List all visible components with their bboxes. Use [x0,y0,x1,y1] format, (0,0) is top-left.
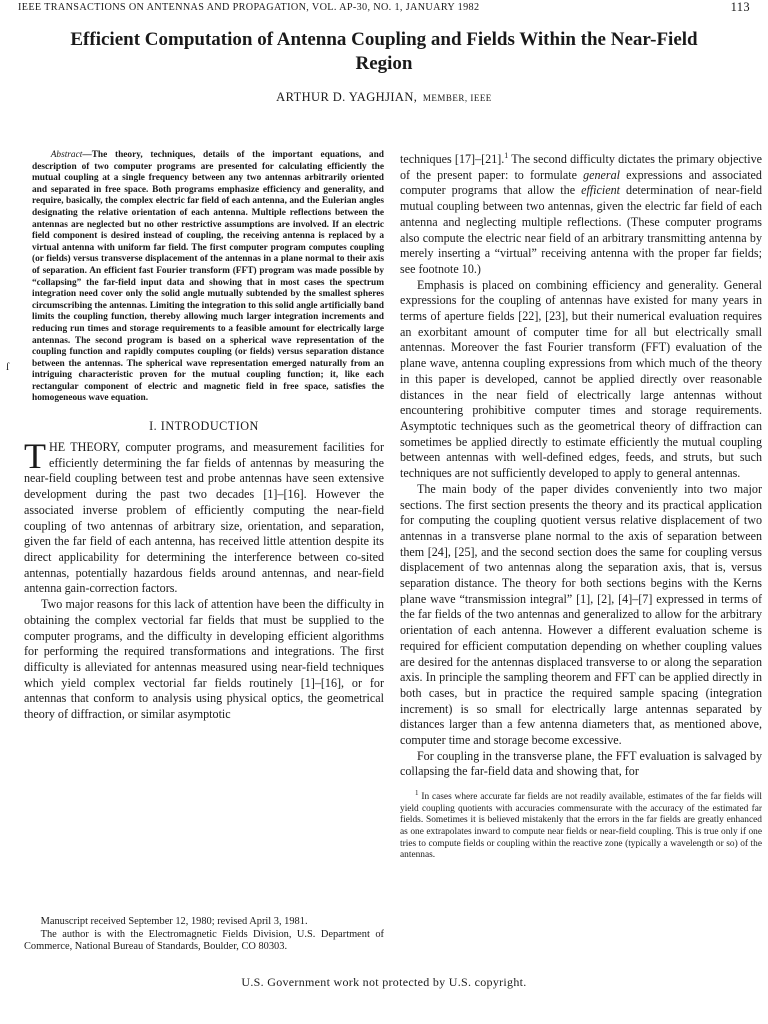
footnote-1 [400,788,762,862]
intro-paragraph-2: Two major reasons for this lack of attention have been the difficulty in obtaining the complex vectorial far fields that must be supplied to the computer programs, and the difficulty in developing efficient algorithms for performing the required transformations and integrations. The first difficulty is alleviated for antennas measured using near-field techniques which yield complex vectorial far fields routinely [1]–[16], or for antennas that conform to analysis using physical optics, the geometrical theory of diffraction, or similar asymptotic [24,597,384,722]
emphasis-general: general [583,167,621,182]
emphasis-efficient: efficient [581,183,621,198]
paper-title: Efficient Computation of Antenna Coupling and Fields Within the Near-Field Region [70,29,698,74]
left-column [24,150,384,723]
copyright-line: U.S. Government work not protected by U.S. copyright. [241,975,527,989]
right-column [400,148,762,871]
abstract-text: —The theory, techniques, details of the important equations, and description of two computer programs are presented for calculating efficiently the mutual coupling at a single frequency between any two antennas arbitrarily oriented and separated in free space. Both programs emphasize efficiency and generality, and require, basically, the complex electric far field of each antenna, and the Eulerian angles designating the relative orientation of each antenna. Multiple reflections between the antennas are neglected but no other restrictive assumptions are involved. If an electric field component is desired instead of coupling, the receiving antenna is replaced by a virtual antenna with uniform far field. The first computer program computes coupling (or fields) versus transverse displacement of the antennas in a plane normal to their axis of separation. An efficient fast Fourier transform (FFT) program was made possible by “collapsing” the far-field input data and showing that in most cases the spectrum integration need cover only the solid angle mutually subtended by the smallest spheres circumscribing the antennas. Limiting the integration to this solid angle artificially band limits the coupling function, thereby allowing much larger integration increments and reducing run times and storage requirements to a feasible amount for electrically large antennas. The second program is based on a spherical wave representation of the coupling function and rapidly computes coupling (or fields) versus separation distance between the antennas. The spherical wave representation emerged naturally from an intriguing characteristic proven for the mutual coupling function; it, like each rectangular component of electric and magnetic field in free space, satisfies the homogeneous wave equation. [32,150,384,404]
drop-cap: T [24,436,46,477]
right-p1-c: expressions and associated computer programs that allow the [400,167,762,198]
manuscript-note [24,916,384,954]
footnote-mark: 1 [415,789,419,798]
abstract-label: Abstract [50,150,83,160]
author-membership: MEMBER, IEEE [422,93,492,103]
right-paragraph-2: Emphasis is placed on combining efficiency and generality. General expressions for the coupling of antennas have existed for many years in terms of aperture fields [22], [23], but their numerical evaluation requires an exorbitant amount of computer time for all but electrically small antennas. Moreover the fast Fourier transform (FFT) evaluation of the plane wave, antenna coupling expressions from which much of the theory in this paper is developed, cannot be applied directly over reasonable distances in the near field of electrically large antennas without encountering prohibitive computer times and storage requirements. Asymptotic techniques such as the geometrical theory of diffraction can sometimes be applied directly to estimate efficiently the mutual coupling between antennas with well-defined edges, feeds, and struts, but such techniques are not sufficiently developed to apply to general antennas. [400,277,762,481]
page-number: 113 [730,0,750,14]
right-p1-d: determination of near-field mutual coupling between two antennas, given the electric far field of each antenna and neglecting multiple reflections. (These computer programs also compute the electric near field of an arbitrary transmitting antenna by merely inserting a “virtual” receiving antenna with the proper far fields; see footnote 10.) [400,183,762,276]
margin-mark: ſ [6,361,10,373]
running-header [18,0,750,16]
author-name: ARTHUR D. YAGHJIAN, [276,90,418,104]
section-heading-introduction: I. INTRODUCTION [149,419,259,434]
footnote-ref: 1 [504,151,509,160]
manuscript-received: Manuscript received September 12, 1980; revised April 3, 1981. [40,916,308,927]
author-line [0,90,768,105]
intro-paragraph-1-text: HE THEORY, computer programs, and measurement facilities for efficiently determining the far fields of antennas by measuring the near-field coupling between test and probe antennas have seen extensive development during the past two decades [1]–[16]. However the associated inverse problem of efficiently computing the near-field coupling of two antennas of arbitrary size, orientation, and separation, given the far field of each antenna, has received little attention despite its direct applicability for determining the interference between co-sited antennas, potentially hazardous fields around antennas, and near-field antenna gain-correction factors. [24,440,384,596]
abstract [32,150,384,405]
author-affiliation: The author is with the Electromagnetic Fields Division, U.S. Department of Commerce, National Bureau of Standards, Boulder, CO 80303. [24,928,384,953]
right-p1-start: techniques [17]–[21]. [400,152,505,167]
intro-paragraph-1 [24,436,384,597]
right-paragraph-3: The main body of the paper divides conveniently into two major sections. The first section presents the theory and its practical application for computing the coupling quotient versus relative displacement of two antennas in a transverse plane normal to the axis of separation between them [24], [25], and the second section does the same for coupling versus displacement of two antennas along the separation axis, that is, versus separation distance. The theory for both sections begins with the Kerns plane wave “transmission integral” [1], [2], [4]–[7] expressed in terms of the far fields of the two antennas and generalized to allow for the arbitrary orientation of each antenna. However a different evaluation scheme is required for efficient computation depending on whether coupling values are desired for the antennas displaced transverse to or along the separation axis. In principle the sampling theorem and FFT can be applied directly in both cases, but in practice the required sample spacing (integration increment) is so small for electrically large antennas separated by distances larger than a few antenna diameters that, as mentioned above, computer time and storage become excessive. [400,481,762,748]
right-p1-b: The second difficulty dictates the primary objective of the present paper: to formulate [400,152,763,182]
journal-citation: IEEE TRANSACTIONS ON ANTENNAS AND PROPAGATION, VOL. AP-30, NO. 1, JANUARY 1982 [18,2,480,13]
right-paragraph-4: For coupling in the transverse plane, the FFT evaluation is salvaged by collapsing the far-field data and showing that, for [400,748,762,779]
footnote-1-text: In cases where accurate far fields are not readily available, estimates of the far fields will yield coupling quotients with accuracies commensurate with the accuracy of the estimated far fields. Sometimes it is believed mistakenly that the errors in the far fields are greatly enhanced as one extrapolates inward to compute near fields or near-field coupling. This is true only if one tries to compute fields or coupling within the reactive zone (typically a wavelength or so) of the antennas. [400,792,762,861]
right-paragraph-1 [400,148,762,278]
